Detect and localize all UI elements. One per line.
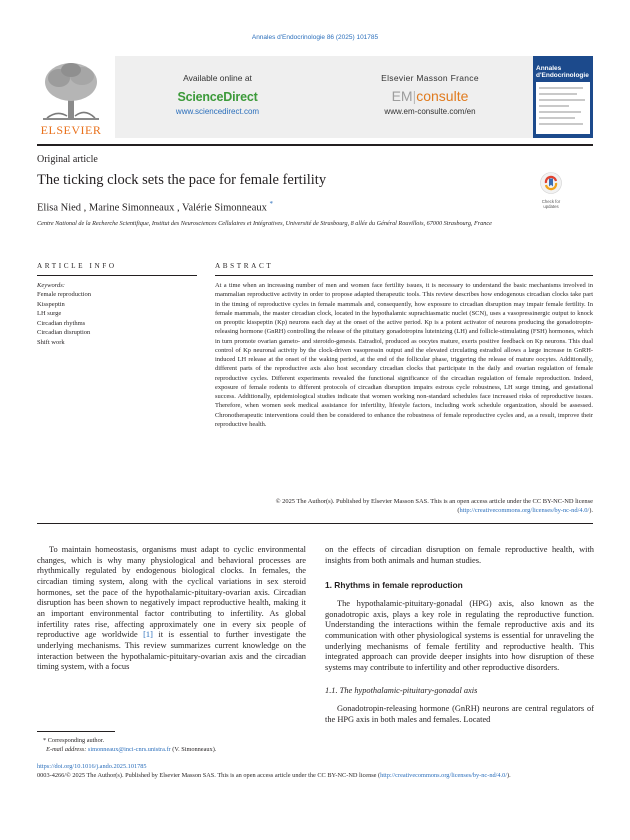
abstract-text: At a time when an increasing number of men and women face fertility issues, it is necessary to understand the basic mechanisms involved in mammalian reproductive activity in order to propose adapted therapeutic tools. This review describes how endogenous circadian clocks take part in the timing of reproductive cycles in female mammals and, consequently, how exposure to circadian disruption may impair female fertility. In female mammals, the master circadian clock, located in the hypothalamic suprachiasmatic nuclei (SCN), uses a vasopressinergic output to knock on preoptic kisspeptin (Kp) neurons each day at the onset of the active period. Kp is a potent activator of neurons producing the gonadotropin-releasing hormone (GnRH) controlling the release of the pituitary gonadotropins luteinizing (LH) and follicle-stimulating (FSH) hormones, which in turn promote ovarian gameto- and steroido-genesis. Estradiol, produced as oocytes mature, exerts positive feedback on Kp neurons. This dual control of Kp neuronal activity by the clock-driven vasopressin output and the elevated circulating estradiol allows a large increase in GnRH-induced LH release at the onset of the waking period, at the end of the follicular phase, triggering the release of mature oocytes. Additionally, different parts of the reproductive axis also host secondary circadian clocks that participate in the daily and ovarian regulation of female reproductive cycles. Different experiments revealed the functional significance of the circadian regulation of female reproduction. Indeed, exposure of female rodents to different protocols of circadian disruption impairs estrous cycle robustness, LH surge timing, and gestational success. Additionally, epidemiological studies indicate that women working non-standard schedules face increased risks of reproductive issues. Therefore, when women seek medical assistance for infertility, lifestyle factors, including work schedule organization, should be assessed. Chronotherapeutic interventions could then be considered to enhance the robustness of female reproductive cycles and, as a result, improve their reproductive health. (215, 282, 593, 428)
header-panel (115, 56, 533, 138)
affiliation: Centre National de la Recherche Scientifique, Institut des Neurosciences Cellulaires et Intégratives, Université de Strasbourg, 8 allée du Général Rouvillois, 67000 Strasbourg, France (37, 220, 492, 227)
intro-text: To maintain homeostasis, organisms must adapt to cyclic environmental changes, which is why many physiological and behavioral processes are rhythmically regulated by endogenous biological clocks. In females, the circadian timing system, along with the cyclical variations in sex steroid hormones, set the pace of the hypothalamic-pituitary-ovarian axis. Circadian disruption has been shown to negatively impact reproductive health, making it an important environmental factor contributing to infertility. As global infertility rates rise, affecting approximately one in every six people of reproductive age worldwide (37, 545, 306, 640)
tree-icon (37, 60, 105, 122)
publisher-name: Elsevier Masson France (381, 73, 479, 83)
intro-paragraph (37, 545, 306, 673)
journal-header (37, 56, 593, 138)
license-link[interactable]: http://creativecommons.org/licenses/by-nc-nd/4.0/ (459, 507, 590, 515)
license-line (37, 771, 593, 780)
cover-text-line (539, 93, 577, 95)
email-owner: (V. Simonneaux). (170, 746, 217, 754)
copyright-text: © 2025 The Author(s). Published by Elsevier Masson SAS. This is an open access article under the CC BY-NC-ND license ( (275, 498, 593, 515)
cover-text-line (539, 99, 585, 101)
keyword: Kisspeptin (37, 300, 65, 308)
abstract-divider (37, 523, 593, 524)
sciencedirect-link[interactable]: www.sciencedirect.com (175, 107, 260, 116)
cover-text-line (539, 105, 569, 107)
keywords-label: Keywords: (37, 282, 65, 289)
journal-reference[interactable]: Annales d'Endocrinologie 86 (2025) 101785 (251, 34, 379, 41)
check-for-updates-badge[interactable] (534, 172, 568, 209)
citation-link[interactable]: [1] (143, 630, 153, 640)
abstract-heading: ABSTRACT (215, 262, 593, 276)
header-divider (37, 144, 593, 146)
corresponding-label: Corresponding author. (47, 737, 105, 744)
sciencedirect-logo[interactable]: ScienceDirect (177, 90, 258, 104)
elsevier-logo[interactable] (37, 60, 109, 138)
sciencedirect-block (115, 73, 320, 116)
section-paragraph: The hypothalamic-pituitary-gonadal (HPG) axis, also known as the gonadotropic axis, plays a key role in regulating the reproductive function. Understanding the interactions within the female reproductive axis and its communication with other physiological systems is essential for unraveling the underlying mechanisms of female fertility and reproductive health. This integrated approach can provide deeper insights into how disruption of these systems may contribute to infertility and other reproductive disorders. (325, 599, 594, 673)
keyword: LH surge (37, 310, 62, 318)
section-heading: 1. Rhythms in female reproduction (325, 580, 463, 591)
cover-contents (536, 82, 590, 134)
subsection-heading: 1.1. The hypothalamic-pituitary-gonadal axis (325, 685, 478, 695)
keywords-list (37, 281, 197, 347)
keyword: Circadian disruption (37, 329, 91, 337)
intro-continuation: on the effects of circadian disruption on female reproductive health, with insights from both animals and human studies. (325, 545, 594, 565)
article-type: Original article (37, 154, 98, 165)
body-column-left (37, 545, 306, 673)
elsevier-wordmark: ELSEVIER (40, 123, 102, 137)
footnote-divider (37, 731, 115, 732)
corresponding-author-footnote (43, 736, 303, 754)
doi-block (37, 762, 593, 780)
article-title: The ticking clock sets the pace for female fertility (37, 172, 327, 188)
email-link[interactable]: simonneaux@inci-cnrs.unistra.fr (87, 746, 171, 754)
em-logo-part: EM (391, 88, 413, 104)
bookmark-refresh-icon (540, 172, 562, 194)
email-label: E-mail address: (46, 746, 87, 754)
article-info-heading: ARTICLE INFO (37, 262, 197, 276)
journal-cover-thumbnail[interactable] (533, 56, 593, 138)
license-text-end: ). (506, 772, 511, 780)
cover-title: Annales d'Endocrinologie (536, 65, 589, 79)
keyword: Circadian rhythms (37, 319, 86, 327)
author-list (37, 200, 273, 214)
cover-text-line (539, 123, 583, 125)
footnote-mark: * (43, 737, 47, 744)
keyword: Shift work (37, 338, 65, 346)
em-consulte-logo[interactable]: EM|consulte (391, 88, 469, 104)
license-text: 0003-4266/© 2025 The Author(s). Published by Elsevier Masson SAS. This is an open access article under the CC BY-NC-ND license ( (37, 772, 381, 780)
copyright-text-end: ). (589, 507, 593, 515)
em-consulte-block (327, 73, 533, 116)
intro-text-end: it is essential to further investigate the underlying mechanisms. This review summarizes current knowledge on the interaction between the hypothalamic-pituitary-ovarian axis and the circadian timing system, with a focus (37, 630, 307, 672)
license-link[interactable]: http://creativecommons.org/licenses/by-nc-nd/4.0/ (380, 772, 507, 780)
subsection-paragraph: Gonadotropin-releasing hormone (GnRH) neurons are central regulators of the HPG axis in both males and females. Located (325, 704, 594, 725)
keyword: Female reproduction (37, 291, 91, 299)
cover-text-line (539, 117, 575, 119)
author-names: Elisa Nied , Marine Simonneaux , Valérie Simonneaux (37, 202, 267, 214)
doi-link[interactable]: https://doi.org/10.1016/j.ando.2025.101785 (37, 763, 147, 770)
cover-text-line (539, 111, 581, 113)
cover-text-line (539, 87, 583, 89)
body-column-right (325, 545, 594, 726)
abstract-copyright (215, 497, 593, 516)
check-for-updates-label: Check for updates (541, 199, 561, 209)
em-consulte-link[interactable]: www.em-consulte.com/en (384, 107, 476, 116)
available-online-label: Available online at (183, 73, 252, 83)
corresponding-author-mark[interactable]: * (269, 200, 274, 208)
consulte-logo-part: consulte (416, 88, 469, 104)
